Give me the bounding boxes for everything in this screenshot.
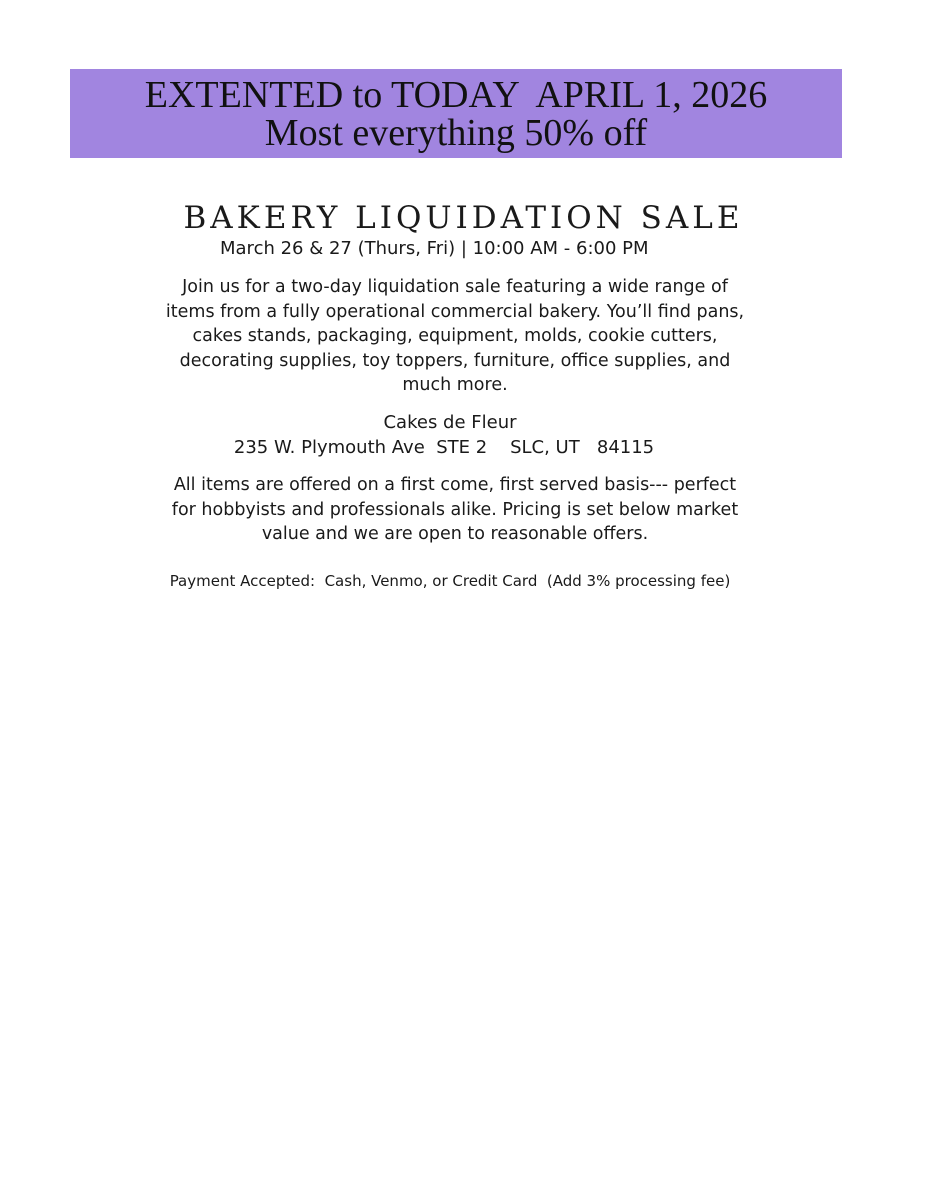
business-address: 235 W. Plymouth Ave STE 2 SLC, UT 84115 [233, 437, 655, 458]
banner-extension-date: EXTENTED to TODAY APRIL 1, 2026 [144, 74, 768, 116]
sale-banner [70, 69, 842, 158]
sale-description: Join us for a two-day liquidation sale featuring a wide range of items from a fully operational commercial bakery. You’ll find pans, cakes stands, packaging, equipment, molds, cookie cutters, decorating supplies, toy toppers, furniture, office supplies, and much more. [165, 277, 745, 396]
sale-terms: All items are offered on a first come, first served basis--- perfect for hobbyists and professionals alike. Pricing is set below market value and we are open to reasonable offers. [171, 475, 739, 545]
banner-discount: Most everything 50% off [264, 112, 648, 154]
sale-dates: March 26 & 27 (Thurs, Fri) | 10:00 AM - 6:00 PM [220, 238, 649, 259]
payment-methods: Payment Accepted: Cash, Venmo, or Credit Card (Add 3% processing fee) [169, 572, 731, 590]
business-name: Cakes de Fleur [383, 412, 517, 433]
sale-title: BAKERY LIQUIDATION SALE [183, 200, 744, 236]
